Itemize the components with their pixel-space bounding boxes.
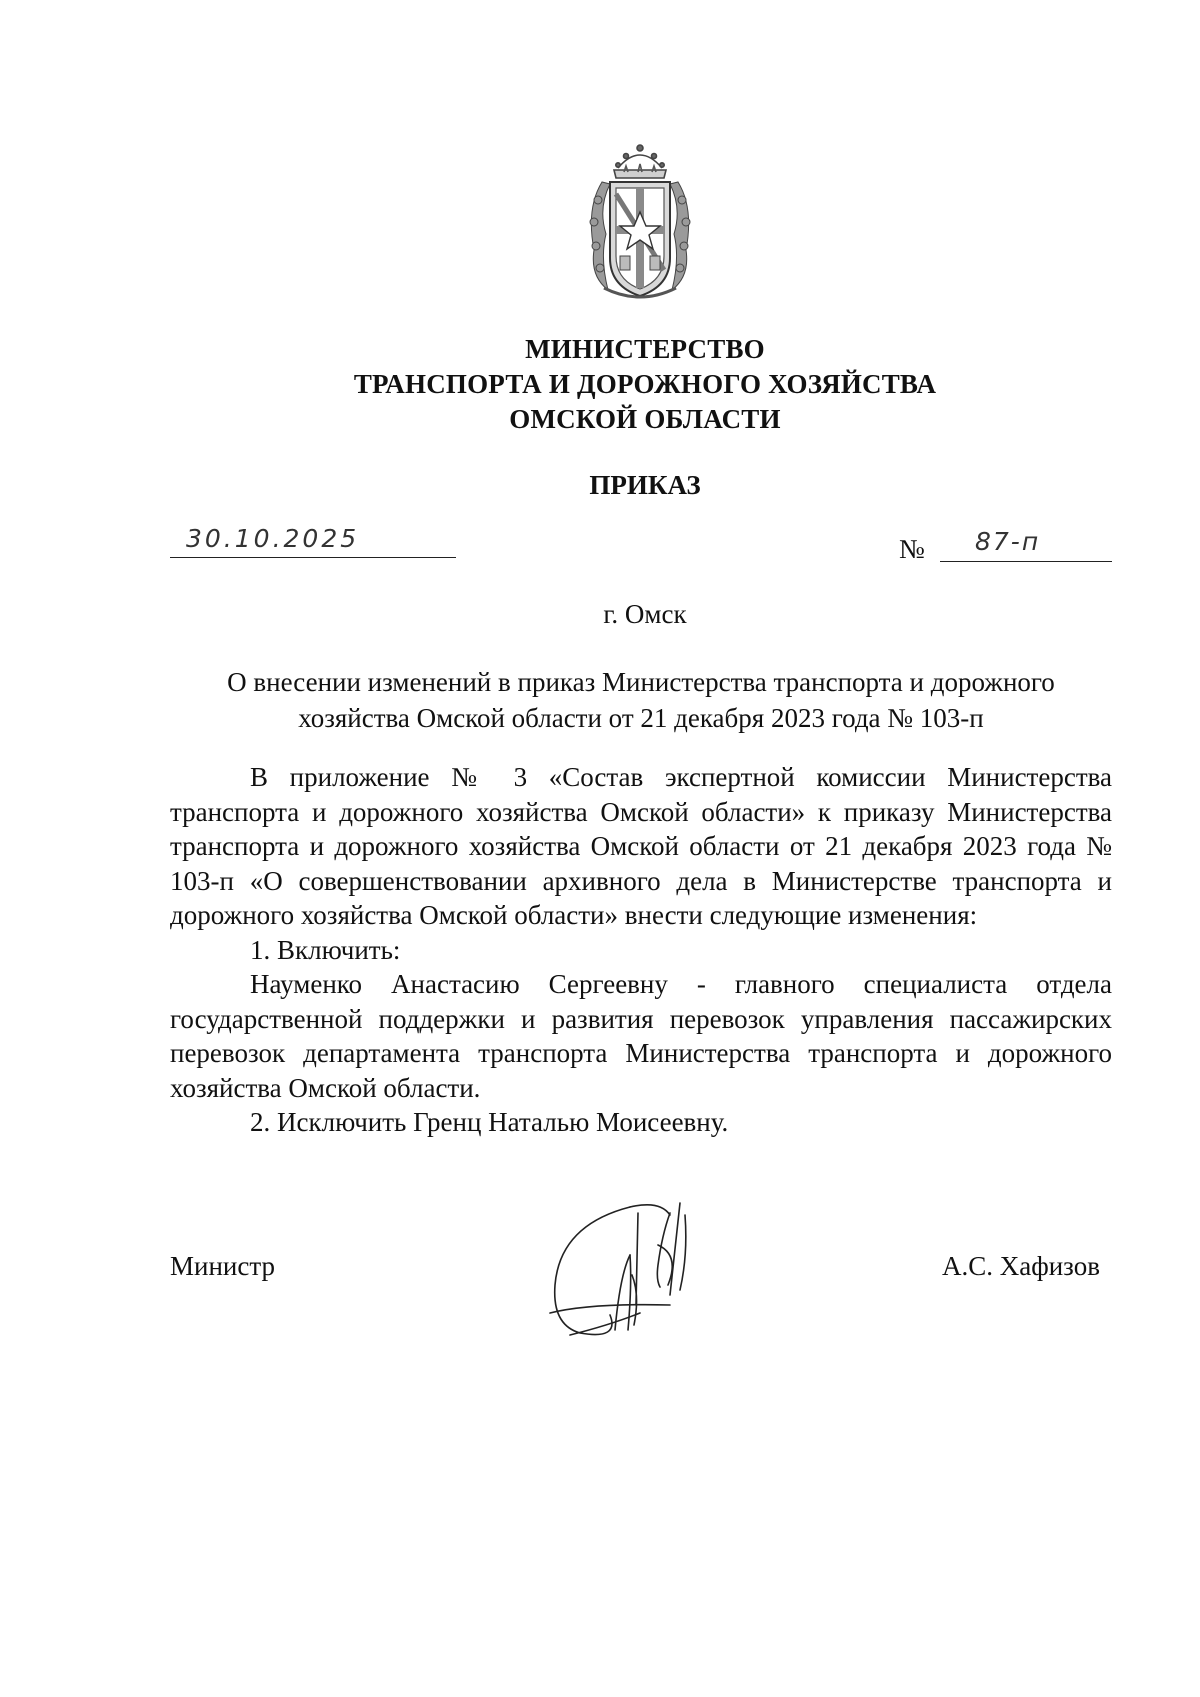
order-subject bbox=[170, 664, 1112, 736]
city: г. Омск bbox=[603, 599, 687, 629]
body-item-1-text: Науменко Анастасию Сергеевну - главного специалиста отдела государственной поддержки и развития перевозок управления пассажирских перевозок департамента транспорта Министерства транспорта и дорожного хозяйства Омской области. bbox=[170, 969, 1112, 1103]
number-label: № bbox=[899, 534, 925, 564]
header-line-2: ТРАНСПОРТА И ДОРОЖНОГО ХОЗЯЙСТВА bbox=[353, 369, 937, 399]
order-title: ПРИКАЗ bbox=[589, 470, 701, 500]
subject-line-2: хозяйства Омской области от 21 декабря 2023 года № 103-п bbox=[298, 703, 984, 733]
date-underline bbox=[170, 556, 456, 558]
body-item-1: 1. Включить: bbox=[250, 934, 401, 965]
order-body bbox=[170, 760, 1112, 1140]
coat-of-arms-icon bbox=[580, 138, 700, 303]
body-intro: В приложение № 3 «Состав экспертной комиссии Министерства транспорта и дорожного хозяйства Омской области» к приказу Министерства транспорта и дорожного хозяйства Омской области от 21 декабря 2023 года № 103-п «О совершенствовании архивного дела в Министерстве транспорта и дорожного хозяйства Омской области» внести следующие изменения: bbox=[170, 762, 1112, 930]
signer-name: А.С. Хафизов bbox=[942, 1251, 1100, 1281]
signer-title: Министр bbox=[170, 1251, 275, 1281]
subject-line-1: О внесении изменений в приказ Министерства транспорта и дорожного bbox=[227, 667, 1055, 697]
order-date: 30.10.2025 bbox=[186, 524, 360, 553]
header-line-3: ОМСКОЙ ОБЛАСТИ bbox=[509, 404, 781, 434]
header-line-1: МИНИСТЕРСТВО bbox=[525, 334, 765, 364]
order-number: 87-п bbox=[975, 527, 1041, 556]
body-item-2: 2. Исключить Гренц Наталью Моисеевну. bbox=[250, 1107, 729, 1137]
ministry-header bbox=[0, 332, 1200, 437]
number-underline bbox=[940, 560, 1112, 562]
handwritten-signature-icon bbox=[520, 1195, 750, 1370]
